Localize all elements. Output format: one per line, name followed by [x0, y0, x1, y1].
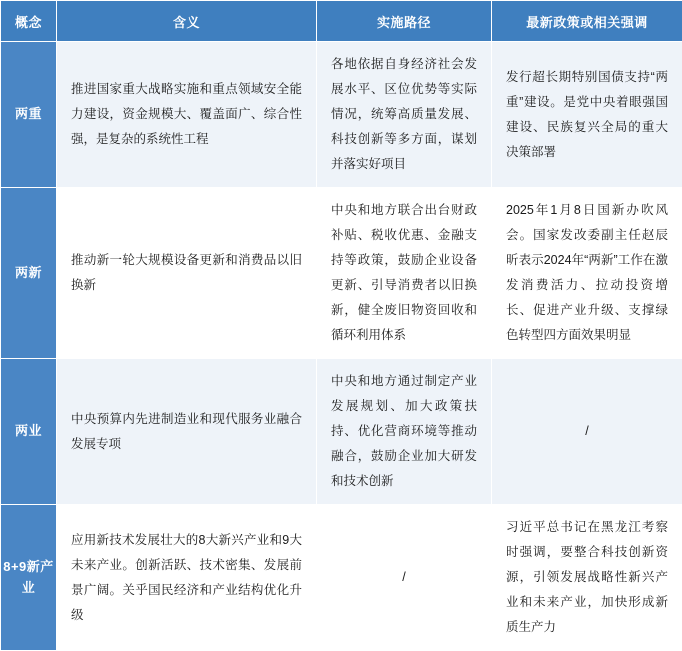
cell-meaning: 推进国家重大战略实施和重点领域安全能力建设，资金规模大、覆盖面广、综合性强，是复杂的系统性工程: [57, 42, 317, 188]
cell-concept: 两重: [1, 42, 57, 188]
cell-policy: /: [492, 359, 682, 505]
table-body: [1, 42, 682, 651]
table-row: [1, 505, 682, 651]
column-header-meaning: 含义: [57, 1, 317, 42]
cell-concept: 两业: [1, 359, 57, 505]
cell-path: 各地依据自身经济社会发展水平、区位优势等实际情况，统筹高质量发展、科技创新等多方面，谋划并落实好项目: [317, 42, 492, 188]
table-row: [1, 188, 682, 359]
table-header: [1, 1, 682, 42]
column-header-policy: 最新政策或相关强调: [492, 1, 682, 42]
cell-policy: 发行超长期特别国债支持“两重”建设。是党中央着眼强国建设、民族复兴全局的重大决策部署: [492, 42, 682, 188]
cell-path: /: [317, 505, 492, 651]
cell-policy: 习近平总书记在黑龙江考察时强调，要整合科技创新资源，引领发展战略性新兴产业和未来产业，加快形成新质生产力: [492, 505, 682, 651]
cell-policy: 2025年1月8日国新办吹风会。国家发改委副主任赵辰昕表示2024年“两新”工作在激发消费活力、拉动投资增长、促进产业升级、支撑绿色转型四方面效果明显: [492, 188, 682, 359]
header-row: [1, 1, 682, 42]
cell-concept: 8+9新产业: [1, 505, 57, 651]
cell-meaning: 应用新技术发展壮大的8大新兴产业和9大未来产业。创新活跃、技术密集、发展前景广阔。关乎国民经济和产业结构优化升级: [57, 505, 317, 651]
cell-meaning: 推动新一轮大规模设备更新和消费品以旧换新: [57, 188, 317, 359]
cell-path: 中央和地方联合出台财政补贴、税收优惠、金融支持等政策，鼓励企业设备更新、引导消费者以旧换新，健全废旧物资回收和循环利用体系: [317, 188, 492, 359]
table-row: [1, 42, 682, 188]
cell-meaning: 中央预算内先进制造业和现代服务业融合发展专项: [57, 359, 317, 505]
cell-concept: 两新: [1, 188, 57, 359]
cell-path: 中央和地方通过制定产业发展规划、加大政策扶持、优化营商环境等推动融合，鼓励企业加大研发和技术创新: [317, 359, 492, 505]
column-header-concept: 概念: [1, 1, 57, 42]
column-header-path: 实施路径: [317, 1, 492, 42]
table-row: [1, 359, 682, 505]
